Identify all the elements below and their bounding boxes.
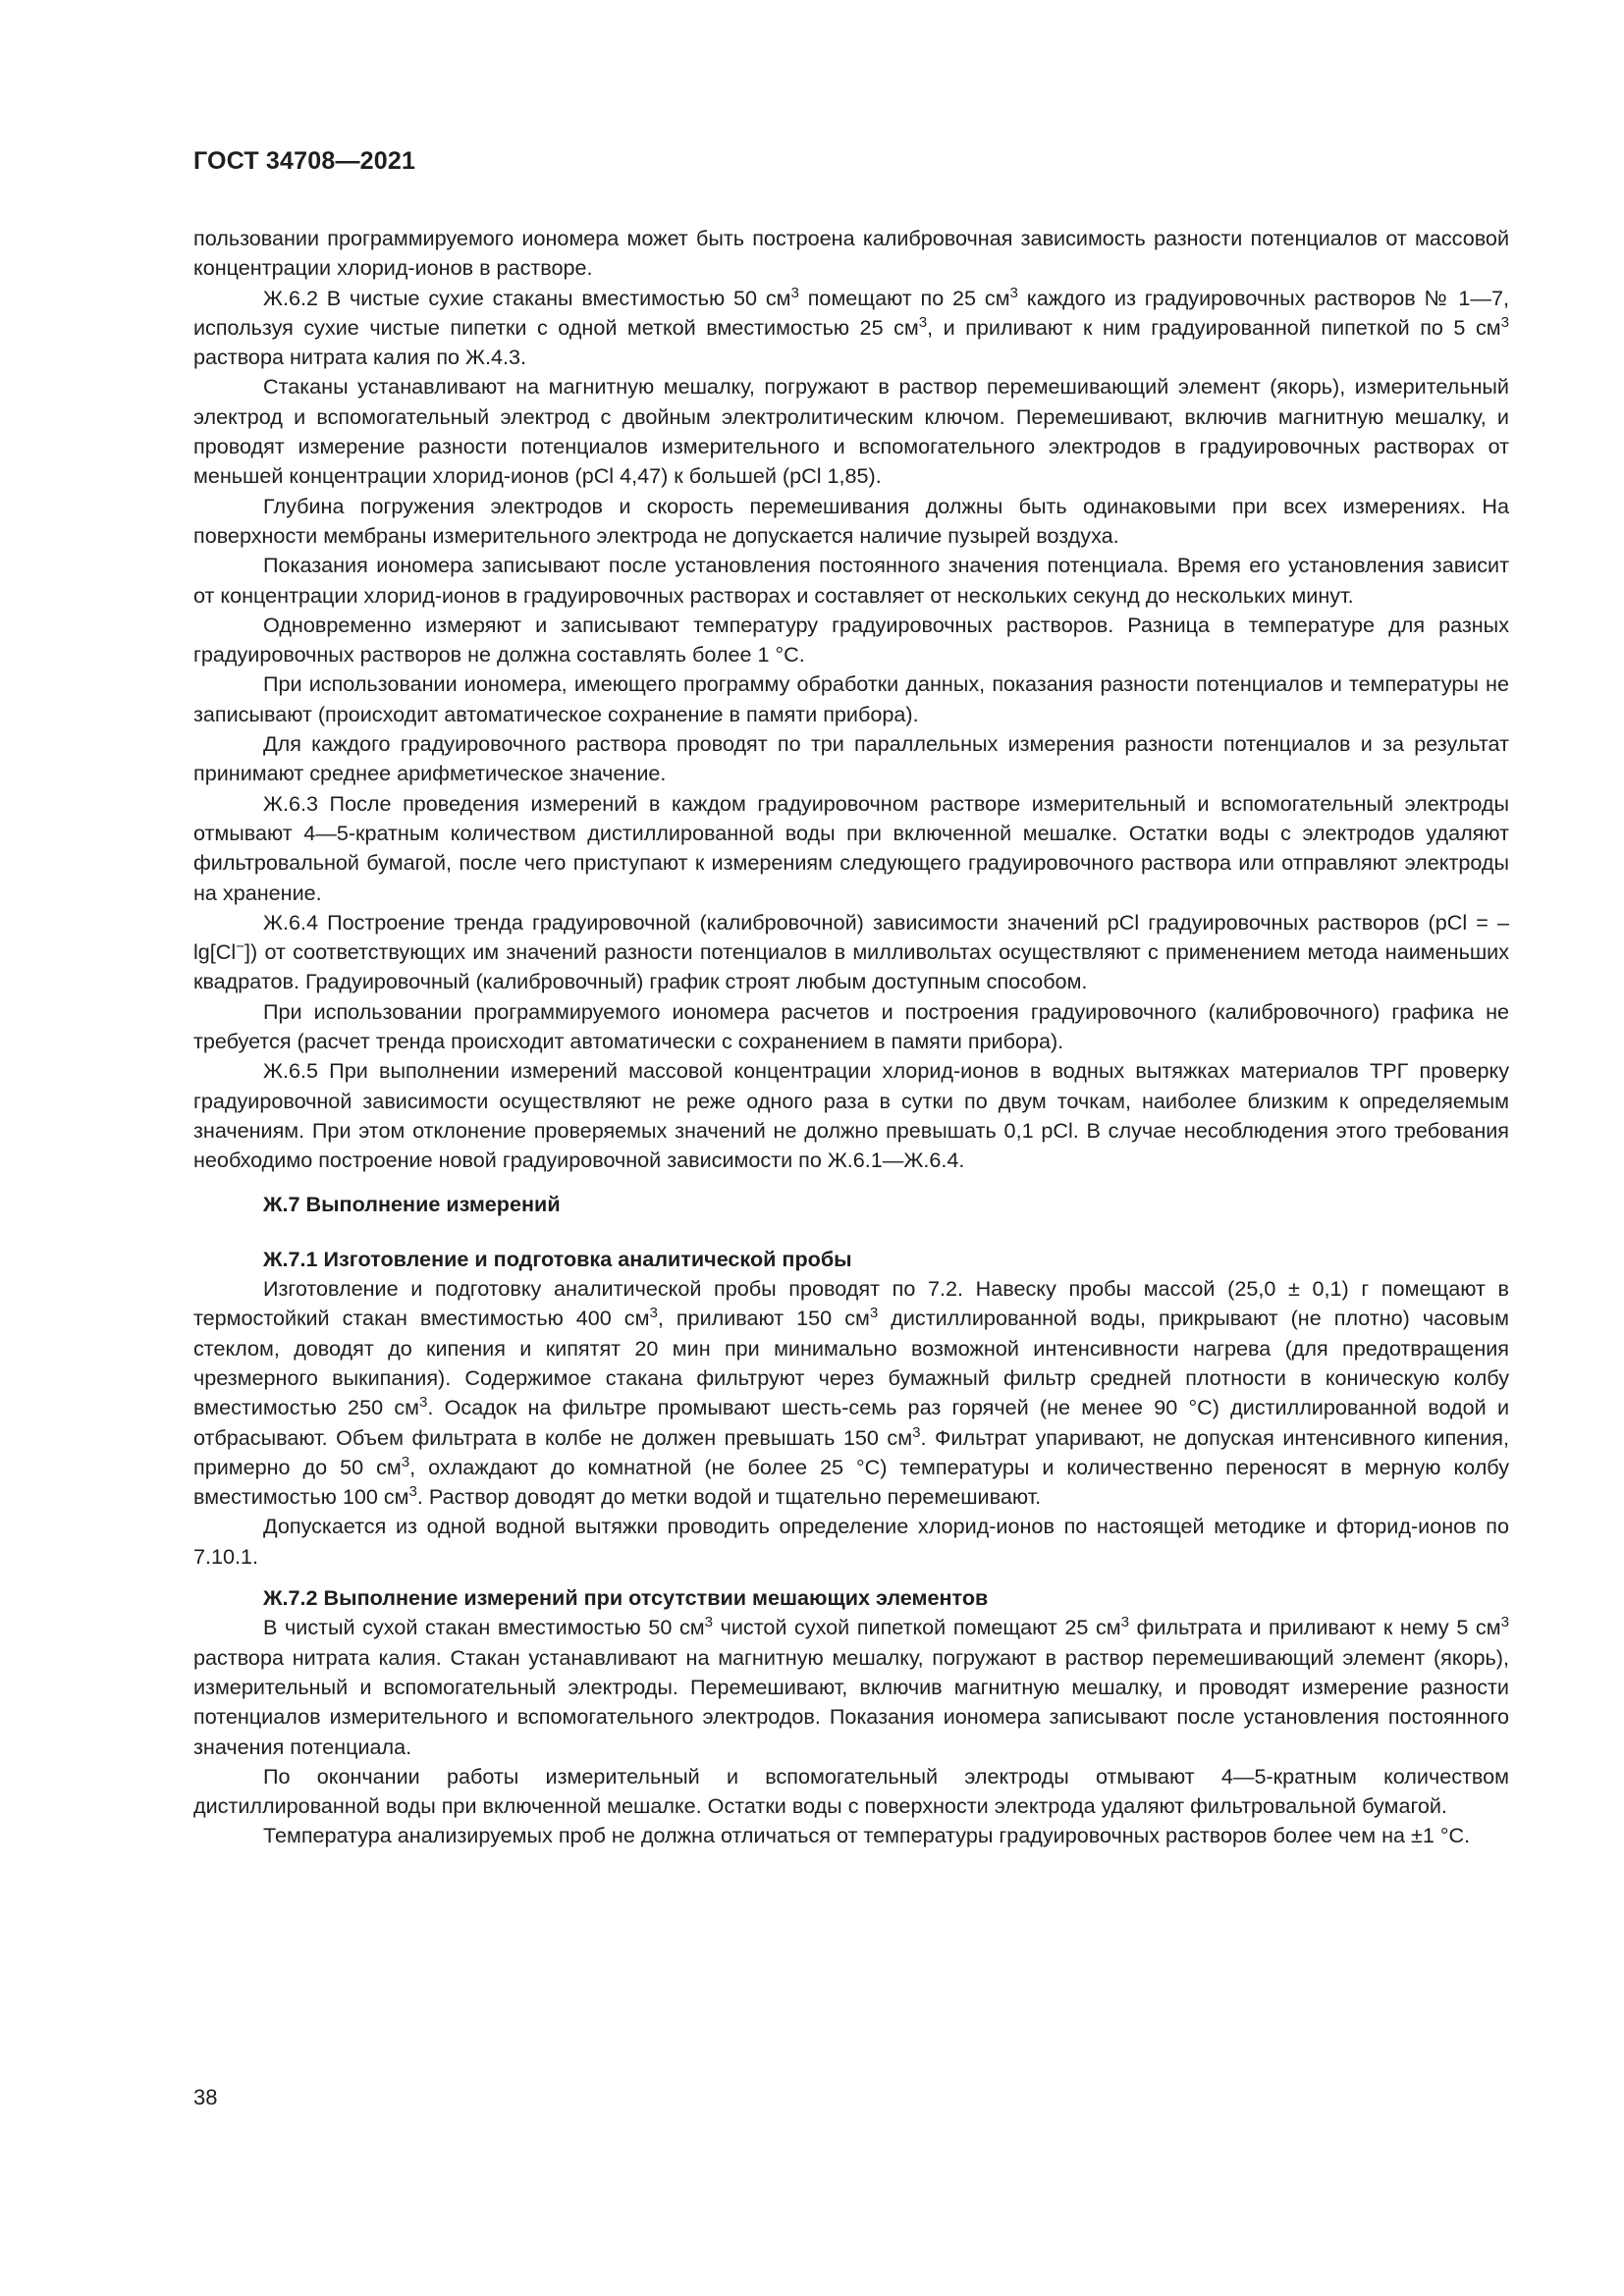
paragraph-sample-temperature: Температура анализируемых проб не должна отличаться от температуры градуировочных растворов более чем на ±1 °С. (263, 1823, 1471, 1848)
paragraph-sample-preparation: Изготовление и подготовку аналитической пробы проводят по 7.2. Навеску пробы массой (25,0 ± 0,1) г помещают в термостойкий стакан вместимостью 400 $см^3$, приливают 150 $см^3$ дистиллированной воды, прикрывают (не плотно) часовым стеклом, доводят до кипения и кипятят 20 мин при минимально возможной интенсивности нагрева (для предотвращения чрезмерного выкипания). Содержимое стакана фильтруют через бумажный фильтр средней плотности в коническую колбу вместимостью 250 $см^3$. Осадок на фильтре промывают шесть-семь раз горячей (не менее 90 °С) дистиллированной водой и отбрасывают. Объем фильтрата в колбе не должен превышать 150 $см^3$. Фильтрат упаривают, не допуская интенсивного кипения, примерно до 50 $см^3$, охлаждают до комнатной (не более 25 °С) температуры и количественно переносят в мерную колбу вместимостью 100 $см^3$. Раствор доводят до метки водой и тщательно перемешивают. (193, 1276, 1510, 1510)
paragraph-temperature: Одновременно измеряют и записывают температуру градуировочных растворов. Разница в температуре для разных градуировочных растворов не должна составлять более 1 °С. (193, 612, 1509, 667)
paragraph-programmable-ionomer: При использовании программируемого иономера расчетов и построения градуировочного (калибровочного) графика не требуется (расчет тренда происходит автоматически с сохранением в памяти прибора). (193, 998, 1509, 1054)
document-body (193, 224, 1509, 1851)
paragraph-zh-6-2: Ж.6.2 В чистые сухие стаканы вместимостью 50 $см^3$ помещают по 25 $см^3$ каждого из градуировочных растворов № 1—7, используя сухие чистые пипетки с одной меткой вместимостью 25 $см^3$, и приливают к ним градуированной пипеткой по 5 $см^3$ раствора нитрата калия по Ж.4.3. (193, 284, 1509, 370)
section-heading-zh-7-1: Ж.7.1 Изготовление и подготовка аналитической пробы (263, 1246, 852, 1271)
section-heading-zh-7: Ж.7 Выполнение измерений (263, 1191, 561, 1216)
paragraph-zh-6-5: Ж.6.5 При выполнении измерений массовой концентрации хлорид-ионов в водных вытяжках материалов ТРГ проверку градуировочной зависимости осуществляют не реже одного раза в сутки по двум точкам, наиболее близким к определяемым значениям. При этом отклонение проверяемых значений не должно превышать 0,1 pCl. В случае несоблюдения этого требования необходимо построение новой градуировочной зависимости по Ж.6.1—Ж.6.4. (193, 1058, 1509, 1173)
paragraph-continuation: пользовании программируемого иономера может быть построена калибровочная зависимость разности потенциалов от массовой концентрации хлорид-ионов в растворе. (193, 226, 1509, 281)
section-heading-zh-7-2: Ж.7.2 Выполнение измерений при отсутствии мешающих элементов (263, 1585, 989, 1611)
paragraph-parallel-measurements: Для каждого градуировочного раствора проводят по три параллельных измерения разности потенциалов и за результат принимают среднее арифметическое значение. (193, 731, 1509, 786)
paragraph-stirrer: Стаканы устанавливают на магнитную мешалку, погружают в раствор перемешивающий элемент (якорь), измерительный электрод и вспомогательный электрод с двойным электролитическим ключом. Перемешивают, включив магнитную мешалку, и проводят измерение разности потенциалов измерительного и вспомогательного электродов в градуировочных растворах от меньшей концентрации хлорид-ионов (pCl 4,47) к большей (pCl 1,85). (193, 374, 1509, 489)
paragraph-fluoride-note: Допускается из одной водной вытяжки проводить определение хлорид-ионов по настоящей методике и фторид-ионов по 7.10.1. (193, 1514, 1509, 1569)
document-header: ГОСТ 34708—2021 (193, 147, 416, 175)
paragraph-zh-6-3: Ж.6.3 После проведения измерений в каждом градуировочном растворе измерительный и вспомогательный электроды отмывают 4—5-кратным количеством дистиллированной воды при включенной мешалке. Остатки воды с электродов удаляют фильтровальной бумагой, после чего приступают к измерениям следующего градуировочного раствора или отправляют электроды на хранение. (193, 790, 1509, 905)
paragraph-measurement-procedure: В чистый сухой стакан вместимостью 50 $см^3$ чистой сухой пипеткой помещают 25 $см^3$ фильтрата и приливают к нему 5 $см^3$ раствора нитрата калия. Стакан устанавливают на магнитную мешалку, погружают в раствор перемешивающий элемент (якорь), измерительный и вспомогательный электроды. Перемешивают, включив магнитную мешалку, и проводят измерение разности потенциалов измерительного и вспомогательного электродов. Показания иономера записывают после установления постоянного значения потенциала. (193, 1614, 1509, 1759)
paragraph-zh-6-4: Ж.6.4 Построение тренда градуировочной (калибровочной) зависимости значений pCl градуировочных растворов (pCl = –lg[Cl−]) от соответствующих им значений разности потенциалов в милливольтах осуществляют с применением метода наименьших квадратов. Градуировочный (калибровочный) график строят любым доступным способом. (193, 909, 1509, 994)
page-number: 38 (193, 2085, 218, 2109)
paragraph-electrode-washing: По окончании работы измерительный и вспомогательный электроды отмывают 4—5-кратным количеством дистиллированной воды при включенной мешалке. Остатки воды с поверхности электрода удаляют фильтровальной бумагой. (193, 1763, 1509, 1819)
paragraph-auto-save: При использовании иономера, имеющего программу обработки данных, показания разности потенциалов и температуры не записывают (происходит автоматическое сохранение в памяти прибора). (193, 671, 1509, 726)
paragraph-immersion-depth: Глубина погружения электродов и скорость перемешивания должны быть одинаковыми при всех измерениях. На поверхности мембраны измерительного электрода не допускается наличие пузырей воздуха. (193, 493, 1509, 548)
paragraph-readings: Показания иономера записывают после установления постоянного значения потенциала. Время его установления зависит от концентрации хлорид-ионов в градуировочных растворах и составляет от нескольких секунд до нескольких минут. (193, 553, 1509, 608)
